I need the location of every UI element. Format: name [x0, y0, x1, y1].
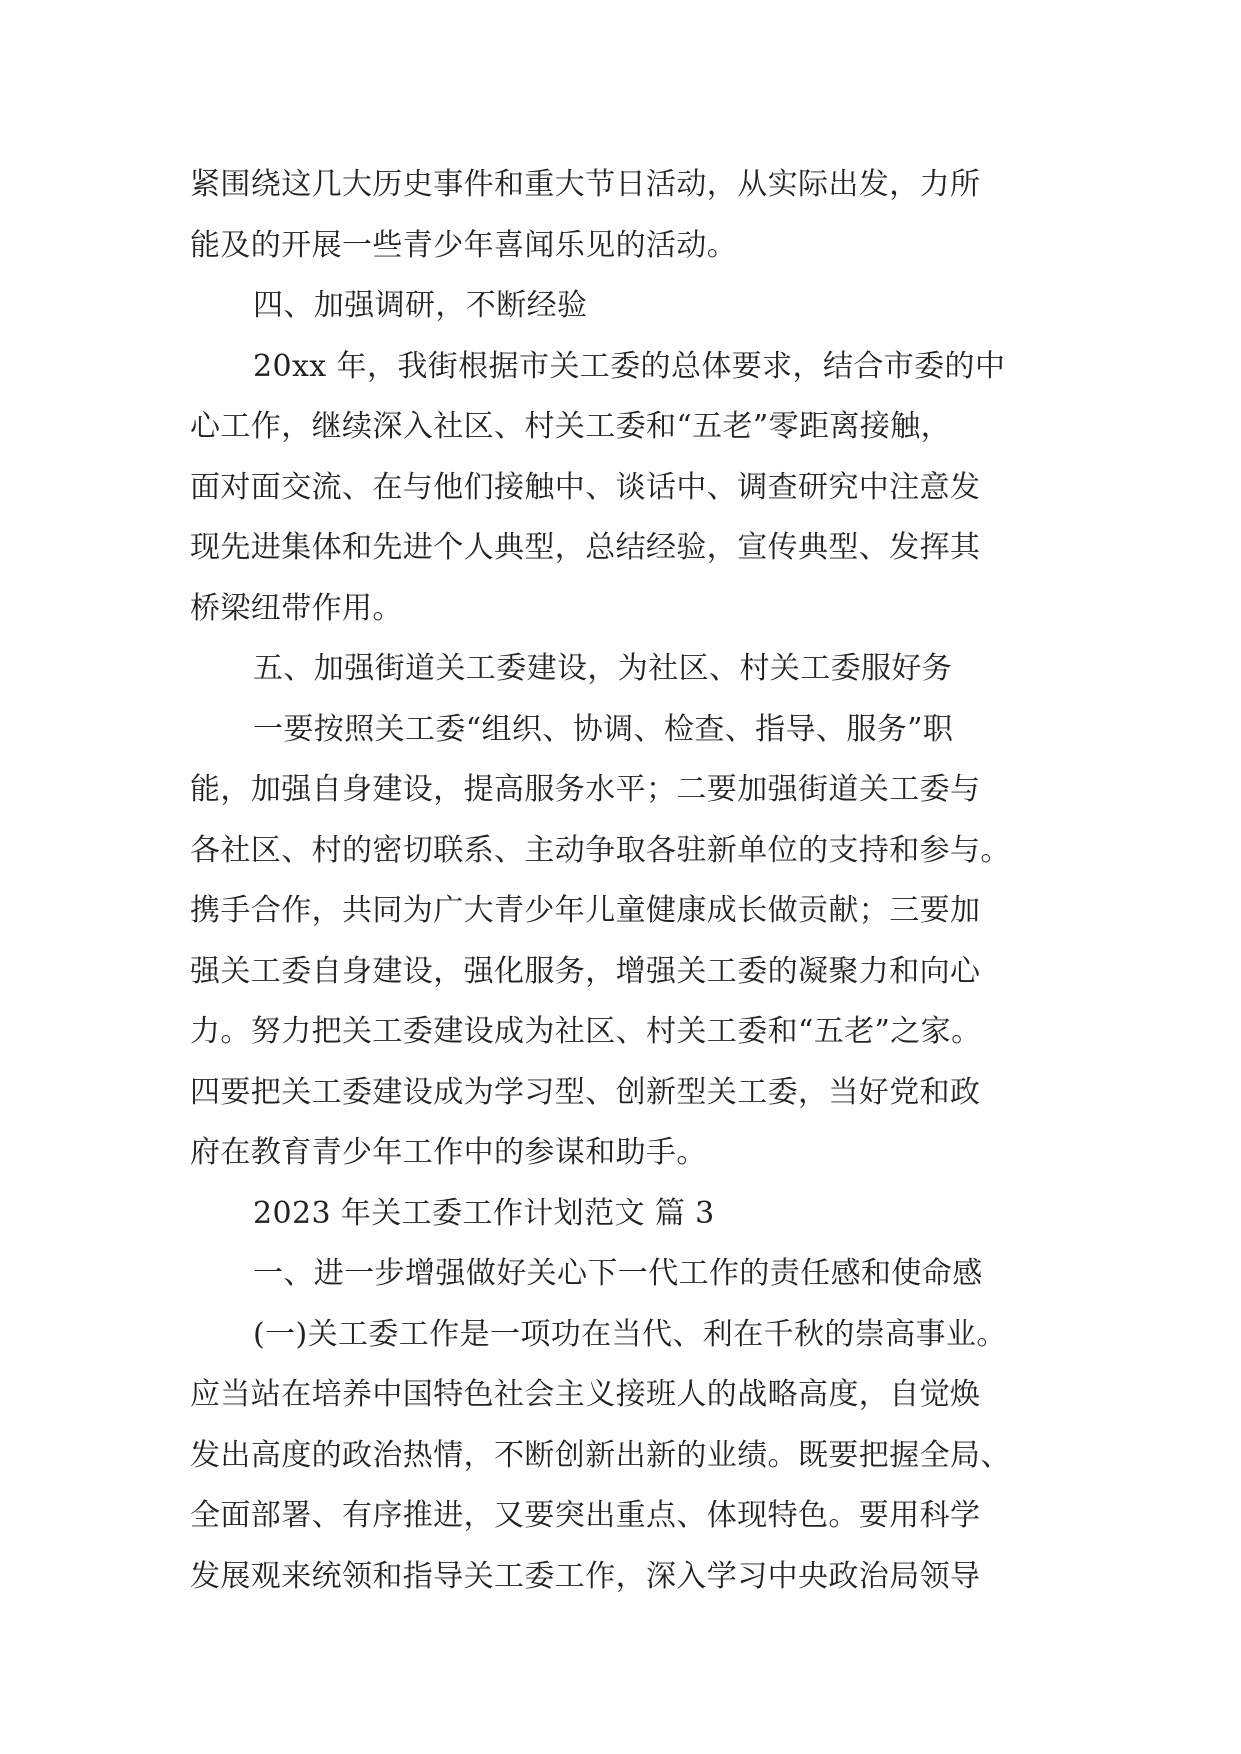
text-line: 力。努力把关工委建设成为社区、村关工委和“五老”之家。 — [190, 1014, 982, 1049]
text-line: 桥梁纽带作用。 — [190, 590, 403, 626]
article-title: 2023 年关工委工作计划范文 篇 3 — [253, 1195, 715, 1231]
text-line: 现先进集体和先进个人典型，总结经验，宣传典型、发挥其 — [190, 530, 981, 565]
text-line: 一要按照关工委“组织、协调、检查、指导、服务”职 — [253, 711, 954, 747]
text-line: 心工作，继续深入社区、村关工委和“五老”零距离接触， — [190, 409, 952, 444]
text-line: 强关工委自身建设，强化服务，增强关工委的凝聚力和向心 — [190, 953, 981, 989]
text-line: 发出高度的政治热情，不断创新出新的业绩。既要把握全局、 — [190, 1437, 1011, 1473]
text-line: 应当站在培养中国特色社会主义接班人的战略高度，自觉焕 — [190, 1377, 981, 1412]
section-heading: 四、加强调研，不断经验 — [253, 288, 588, 323]
text-line: 携手合作，共同为广大青少年儿童健康成长做贡献；三要加 — [190, 893, 981, 928]
text-line: 20xx 年，我街根据市关工委的总体要求，结合市委的中 — [253, 348, 1006, 384]
text-line: 府在教育青少年工作中的参谋和助手。 — [190, 1135, 707, 1170]
text-line: (一)关工委工作是一项功在当代、利在千秋的崇高事业。 — [253, 1316, 1007, 1352]
text-line: 面对面交流、在与他们接触中、谈话中、调查研究中注意发 — [190, 469, 981, 505]
section-heading: 一、进一步增强做好关心下一代工作的责任感和使命感 — [253, 1256, 983, 1291]
document-body — [190, 155, 1050, 1607]
text-line: 紧围绕这几大历史事件和重大节日活动，从实际出发，力所 — [190, 167, 981, 202]
text-line: 四要把关工委建设成为学习型、创新型关工委，当好党和政 — [190, 1074, 981, 1110]
text-line: 全面部署、有序推进，又要突出重点、体现特色。要用科学 — [190, 1498, 981, 1533]
text-line: 能，加强自身建设，提高服务水平；二要加强街道关工委与 — [190, 772, 981, 807]
section-heading: 五、加强街道关工委建设，为社区、村关工委服好务 — [253, 651, 953, 686]
text-line: 发展观来统领和指导关工委工作，深入学习中央政治局领导 — [190, 1558, 981, 1594]
text-line: 能及的开展一些青少年喜闻乐见的活动。 — [190, 227, 738, 263]
text-line: 各社区、村的密切联系、主动争取各驻新单位的支持和参与。 — [190, 832, 1011, 868]
